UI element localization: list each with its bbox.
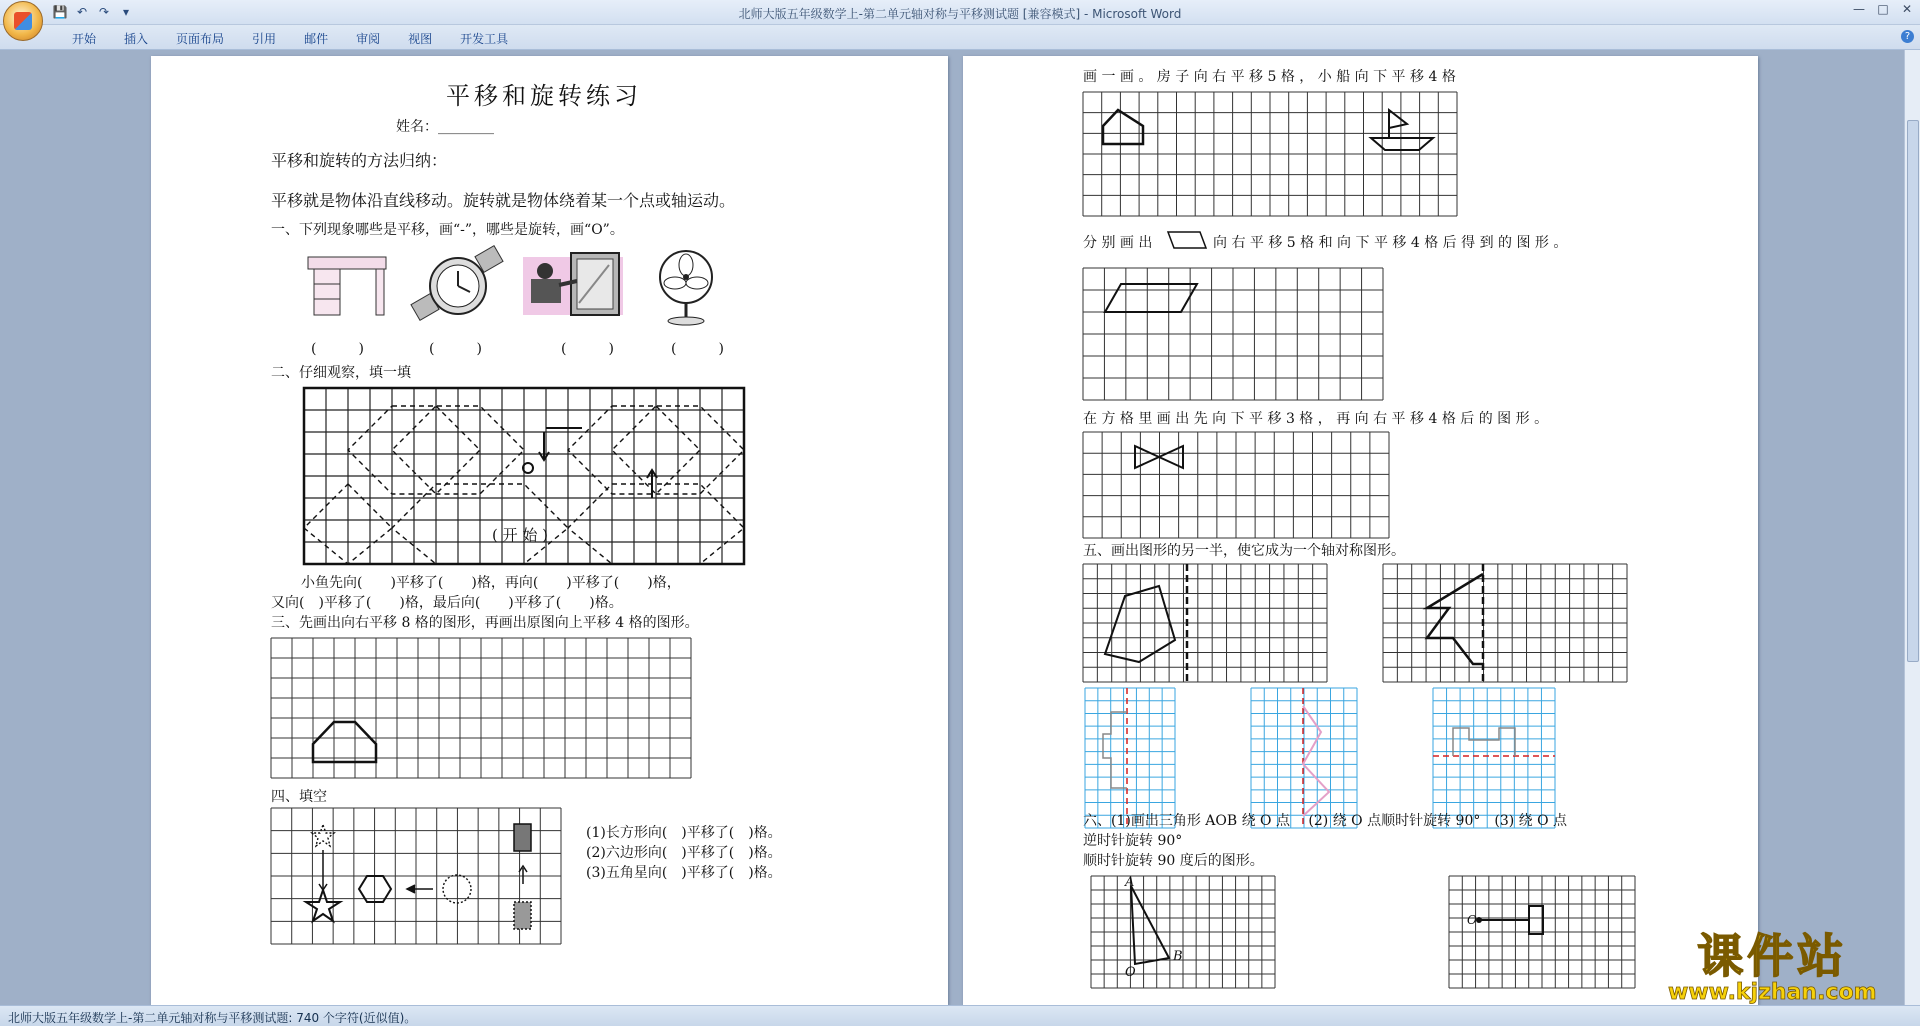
blue-grid-1 — [1085, 688, 1175, 828]
page-2 — [963, 56, 1758, 1005]
window-push-picture — [523, 251, 623, 319]
label-b: B — [1173, 949, 1183, 964]
maximize-icon[interactable]: □ — [1877, 2, 1889, 16]
tab-home[interactable]: 开始 — [72, 32, 97, 46]
ribbon-tabs — [58, 30, 522, 47]
close-icon[interactable]: ✕ — [1901, 2, 1913, 16]
office-button[interactable] — [3, 1, 43, 41]
scroll-thumb[interactable] — [1907, 120, 1919, 662]
question-6-c: 顺时针旋转 90 度后的图形。 — [1083, 853, 1264, 869]
question-1: 一、下列现象哪些是平移，画“-”，哪些是旋转，画“O”。 — [271, 222, 624, 238]
fish-start-label: ( 开 始 ) — [492, 526, 549, 544]
label-o2: O — [1467, 913, 1477, 927]
customize-qat-icon[interactable]: ▾ — [122, 5, 130, 19]
q3-grid — [271, 638, 691, 778]
q1-blank-3[interactable]: ( ) — [561, 341, 614, 357]
q1-blank-2[interactable]: ( ) — [429, 341, 482, 357]
parallelogram-grid — [1083, 268, 1383, 400]
q1-blank-1[interactable]: ( ) — [311, 341, 364, 357]
blue-grid-3 — [1433, 688, 1555, 828]
save-icon[interactable]: 💾 — [52, 5, 68, 19]
q2-fill-line-2: 又向( )平移了( )格，最后向( )平移了( )格。 — [271, 595, 623, 611]
method-heading: 平移和旋转的方法归纳： — [271, 151, 448, 170]
name-field[interactable]: 姓名：________ — [396, 119, 494, 135]
redo-icon[interactable]: ↷ — [98, 5, 110, 19]
tab-view[interactable]: 视图 — [408, 32, 433, 46]
question-3: 三、先画出向右平移 8 格的图形，再画出原图向上平移 4 格的图形。 — [271, 615, 699, 631]
undo-icon[interactable]: ↶ — [76, 5, 88, 19]
p2-line-2a: 分 别 画 出 — [1083, 235, 1153, 251]
p2-line-2b: 向 右 平 移 5 格 和 向 下 平 移 4 格 后 得 到 的 图 形 。 — [1213, 235, 1568, 251]
help-icon[interactable]: ? — [1901, 30, 1914, 43]
label-o1: O — [1125, 965, 1136, 980]
ribbon — [0, 25, 1920, 50]
window-controls — [1852, 2, 1914, 16]
symmetry-grid-1 — [1083, 564, 1327, 682]
rotation-grid-2 — [1449, 876, 1635, 988]
vertical-scrollbar[interactable] — [1904, 50, 1920, 1005]
tab-page-layout[interactable]: 页面布局 — [176, 32, 225, 46]
watermark-url: www.kjzhan.com — [1668, 980, 1877, 1005]
tab-review[interactable]: 审阅 — [356, 32, 381, 46]
watch-picture — [414, 246, 504, 326]
office-logo-icon — [14, 12, 32, 30]
parallelogram-sample — [1166, 230, 1208, 250]
q4-item-3: (3)五角星向( )平移了( )格。 — [586, 865, 782, 881]
minimize-icon[interactable]: — — [1853, 2, 1865, 16]
tab-mailings[interactable]: 邮件 — [304, 32, 329, 46]
status-text: 北师大版五年级数学上-第二单元轴对称与平移测试题: 740 个字符(近似值)。 — [8, 1011, 417, 1025]
method-text: 平移就是物体沿直线移动。旋转就是物体绕着某一个点或轴运动。 — [271, 191, 736, 210]
q4-grid — [271, 808, 561, 944]
q1-blank-4[interactable]: ( ) — [671, 341, 724, 357]
question-4: 四、填空 — [271, 789, 327, 805]
label-a: A — [1125, 875, 1135, 890]
q4-item-1: (1)长方形向( )平移了( )格。 — [586, 825, 782, 841]
question-2: 二、仔细观察，填一填 — [271, 365, 411, 381]
question-6-b: 逆时针旋转 90° — [1083, 833, 1183, 849]
desk-picture — [306, 251, 390, 321]
symmetry-grid-2 — [1383, 564, 1627, 682]
watermark-text: 课件站 — [1697, 929, 1848, 983]
house-boat-grid — [1083, 92, 1457, 216]
q2-fill-line-1: 小鱼先向( )平移了( )格，再向( )平移了( )格， — [301, 575, 681, 591]
tab-insert[interactable]: 插入 — [124, 32, 149, 46]
p2-line-3: 在 方 格 里 画 出 先 向 下 平 移 3 格 ， 再 向 右 平 移 4 格 后 的 图 形 。 — [1083, 411, 1549, 427]
window-title: 北师大版五年级数学上-第二单元轴对称与平移测试题 [兼容模式] - Microsoft Word — [738, 7, 1182, 21]
question-6-a: 六、(1)画出三角形 AOB 绕 O 点 (2) 绕 O 点顺时针旋转 90° (3) 绕 O 点 — [1083, 813, 1568, 829]
bowtie-grid — [1083, 432, 1389, 538]
p2-line-1: 画 一 画 。 房 子 向 右 平 移 5 格 ， 小 船 向 下 平 移 4 格 — [1083, 69, 1456, 85]
page-1 — [151, 56, 948, 1005]
status-bar — [0, 1005, 1920, 1026]
fan-picture — [656, 249, 716, 327]
page-title: 平移和旋转练习 — [446, 82, 642, 110]
rotation-grid-1 — [1091, 876, 1275, 988]
title-bar — [0, 0, 1920, 25]
tab-references[interactable]: 引用 — [252, 32, 277, 46]
tab-developer[interactable]: 开发工具 — [460, 32, 509, 46]
blue-grid-2 — [1251, 688, 1357, 828]
watermark — [1668, 920, 1877, 1005]
fish-path-grid — [304, 388, 744, 564]
document-workspace — [0, 50, 1905, 1005]
q4-item-2: (2)六边形向( )平移了( )格。 — [586, 845, 782, 861]
question-5: 五、画出图形的另一半，使它成为一个轴对称图形。 — [1083, 543, 1405, 559]
